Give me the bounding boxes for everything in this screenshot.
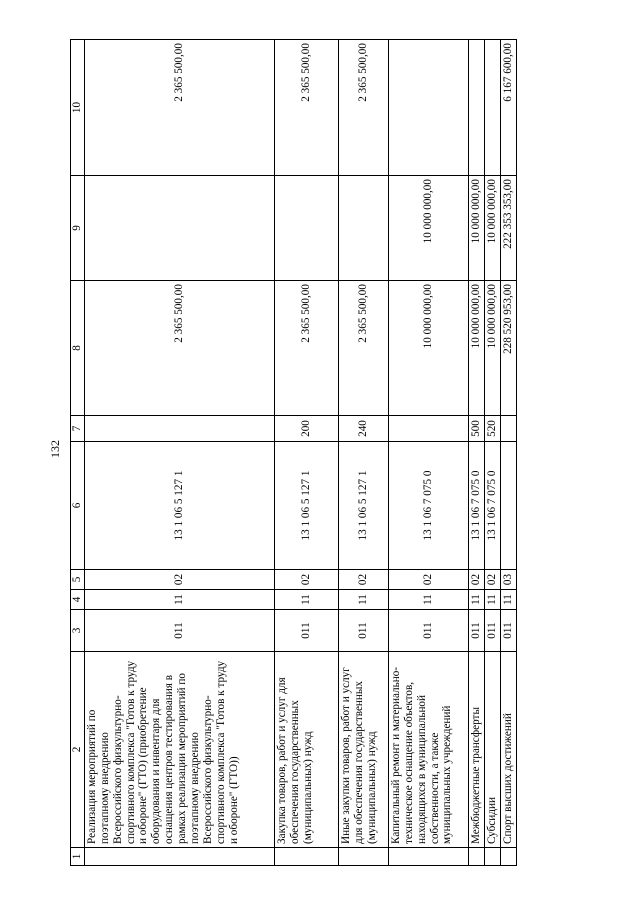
cell-col-3: 011: [338, 610, 388, 652]
cell-col-7: [388, 416, 468, 442]
cell-col-9: 222 353 353,00: [500, 176, 516, 281]
cell-col-6: [500, 442, 516, 570]
cell-col-1: [274, 848, 338, 866]
cell-col-5: 02: [338, 570, 388, 590]
col-header-6: 6: [71, 442, 85, 570]
cell-col-5: 03: [500, 570, 516, 590]
cell-col-5: 02: [274, 570, 338, 590]
cell-col-10: 6 167 600,00: [500, 40, 516, 176]
table-row: [484, 40, 500, 866]
cell-col-9: [274, 176, 338, 281]
col-header-1: 1: [71, 848, 85, 866]
cell-col-2: Иные закупки товаров, работ и услуг для обеспечения государственных (муниципальных) нужд: [338, 652, 388, 848]
cell-col-1: [468, 848, 484, 866]
page-number: 132: [48, 440, 62, 458]
col-header-3: 3: [71, 610, 85, 652]
col-header-9: 9: [71, 176, 85, 281]
cell-col-4: 11: [468, 590, 484, 610]
cell-col-9: 10 000 000,00: [484, 176, 500, 281]
cell-col-3: 011: [274, 610, 338, 652]
cell-col-2: Реализация мероприятий по поэтапному внедрению Всероссийского физкультурно-спортивного комплекса "Готов к труду и обороне" (ГТО) (приобретение оборудования и инвентаря для оснащения центров тестирования в рамках реализации мероприятий по поэтапному внедрению Всероссийского физкультурно-спортивного комплекса "Готов к труду и обороне" (ГТО)): [84, 652, 274, 848]
cell-col-7: 500: [468, 416, 484, 442]
table-row: [338, 40, 388, 866]
col-header-8: 8: [71, 281, 85, 416]
cell-col-1: [388, 848, 468, 866]
cell-col-5: 02: [484, 570, 500, 590]
cell-col-9: 10 000 000,00: [468, 176, 484, 281]
cell-col-10: 2 365 500,00: [338, 40, 388, 176]
cell-col-3: 011: [84, 610, 274, 652]
table-row: [388, 40, 468, 866]
cell-col-2: Капитальный ремонт и материально-техническое оснащение объектов, находящихся в муниципальной собственности, а также муниципальных учреждений: [388, 652, 468, 848]
cell-col-6: 13 1 06 7 075 0: [484, 442, 500, 570]
cell-col-2: Закупка товаров, работ и услуг для обеспечения государственных (муниципальных) нужд: [274, 652, 338, 848]
budget-table: [70, 39, 517, 866]
cell-col-7: [84, 416, 274, 442]
cell-col-1: [484, 848, 500, 866]
cell-col-8: 10 000 000,00: [468, 281, 484, 416]
cell-col-6: 13 1 06 5 127 1: [338, 442, 388, 570]
cell-col-6: 13 1 06 5 127 1: [84, 442, 274, 570]
cell-col-7: [500, 416, 516, 442]
cell-col-4: 11: [338, 590, 388, 610]
cell-col-10: [468, 40, 484, 176]
cell-col-7: 240: [338, 416, 388, 442]
cell-col-8: 2 365 500,00: [338, 281, 388, 416]
cell-col-8: 10 000 000,00: [484, 281, 500, 416]
cell-col-8: 2 365 500,00: [274, 281, 338, 416]
cell-col-9: [84, 176, 274, 281]
cell-col-5: 02: [388, 570, 468, 590]
cell-col-9: [338, 176, 388, 281]
cell-col-4: 11: [388, 590, 468, 610]
cell-col-3: 011: [388, 610, 468, 652]
cell-col-10: 2 365 500,00: [84, 40, 274, 176]
rotated-table-container: [70, 40, 534, 866]
cell-col-2: Межбюджетные трансферты: [468, 652, 484, 848]
cell-col-6: 13 1 06 5 127 1: [274, 442, 338, 570]
col-header-5: 5: [71, 570, 85, 590]
cell-col-9: 10 000 000,00: [388, 176, 468, 281]
cell-col-7: 520: [484, 416, 500, 442]
table-row: [468, 40, 484, 866]
cell-col-2: Субсидии: [484, 652, 500, 848]
cell-col-2: Спорт высших достижений: [500, 652, 516, 848]
table-row: [500, 40, 516, 866]
cell-col-8: 2 365 500,00: [84, 281, 274, 416]
cell-col-3: 011: [484, 610, 500, 652]
cell-col-10: 2 365 500,00: [274, 40, 338, 176]
table-row: [274, 40, 338, 866]
cell-col-1: [500, 848, 516, 866]
col-header-7: 7: [71, 416, 85, 442]
cell-col-4: 11: [84, 590, 274, 610]
cell-col-5: 02: [84, 570, 274, 590]
col-header-10: 10: [71, 40, 85, 176]
col-header-2: 2: [71, 652, 85, 848]
cell-col-8: 228 520 953,00: [500, 281, 516, 416]
col-header-4: 4: [71, 590, 85, 610]
cell-col-10: [484, 40, 500, 176]
cell-col-5: 02: [468, 570, 484, 590]
cell-col-1: [338, 848, 388, 866]
cell-col-7: 200: [274, 416, 338, 442]
cell-col-6: 13 1 06 7 075 0: [468, 442, 484, 570]
table-row: [84, 40, 274, 866]
cell-col-1: [84, 848, 274, 866]
cell-col-3: 011: [500, 610, 516, 652]
cell-col-4: 11: [500, 590, 516, 610]
cell-col-4: 11: [484, 590, 500, 610]
cell-col-10: [388, 40, 468, 176]
cell-col-8: 10 000 000,00: [388, 281, 468, 416]
cell-col-4: 11: [274, 590, 338, 610]
cell-col-3: 011: [468, 610, 484, 652]
cell-col-6: 13 1 06 7 075 0: [388, 442, 468, 570]
header-row: [71, 40, 85, 866]
